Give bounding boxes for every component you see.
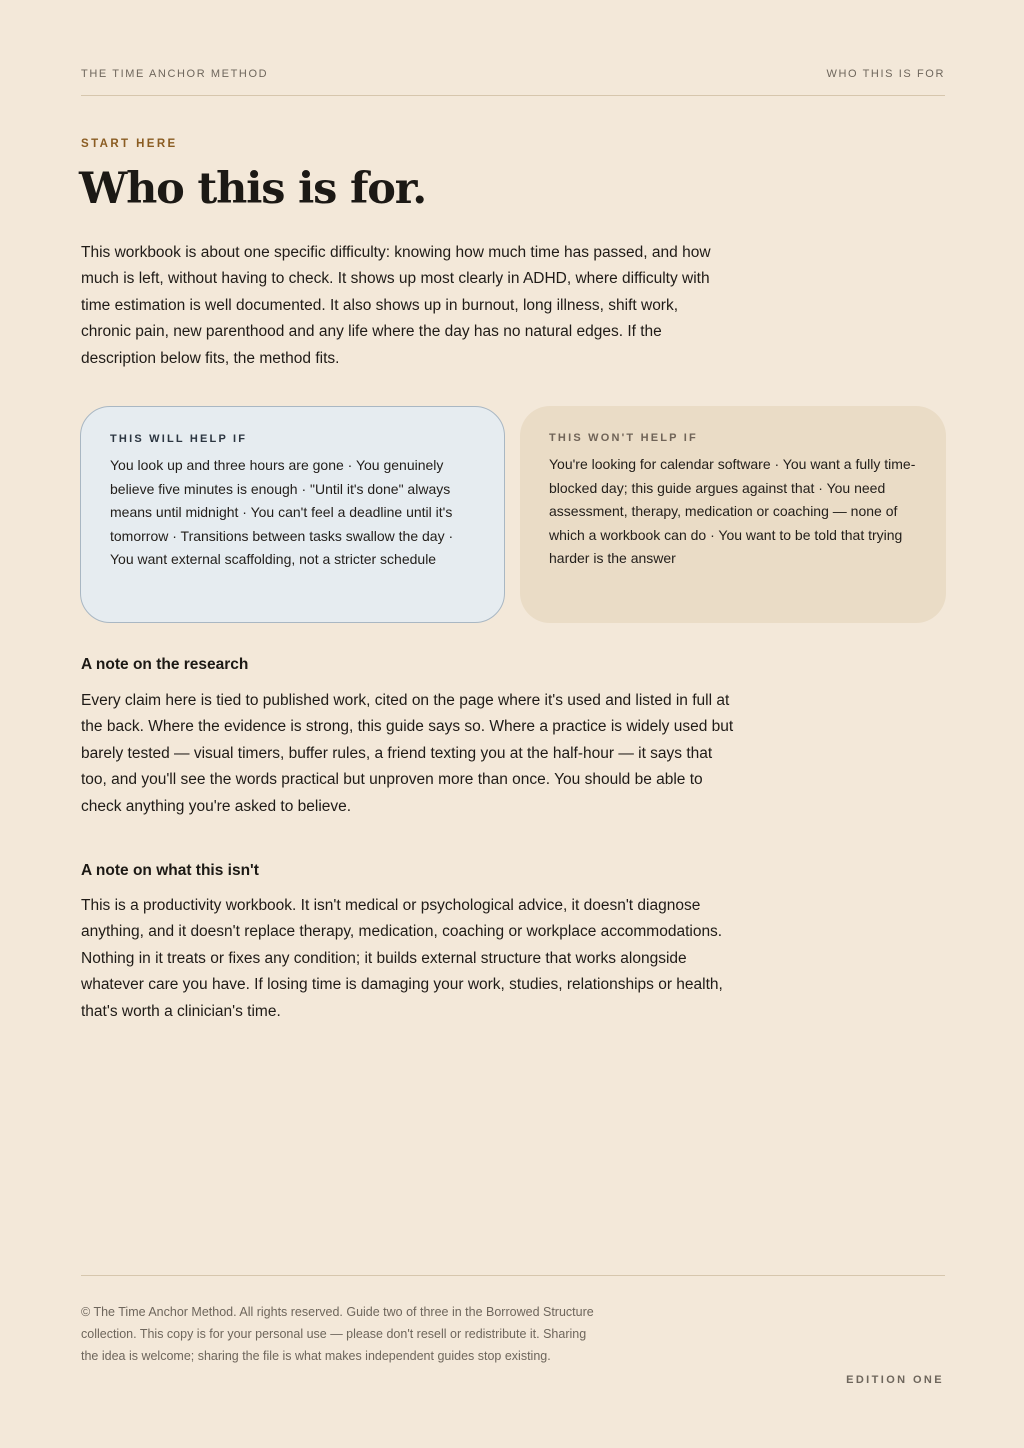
- disclaimer-paragraph: This is a productivity workbook. It isn't medical or psychological advice, it doesn't diagnose anything, and it doesn't replace therapy, medication, coaching or workplace accommodations. Nothing in it treats or fixes any condition; it builds external structure that works alongside whatever care you have. If losing time is damaging your work, studies, relationships or health, that's worth a clinician's time.: [81, 897, 723, 1020]
- running-header-title: THE TIME ANCHOR METHOD: [81, 68, 269, 80]
- page-title: Who this is for.: [79, 164, 427, 214]
- section-eyebrow: START HERE: [81, 138, 178, 150]
- research-paragraph: Every claim here is tied to published work, cited on the page where it's used and listed in full at the back. Where the evidence is strong, this guide says so. Where a practice is widely used but barely tested — visual timers, buffer rules, a friend texting you at the half-hour — it says that too, and you'll see the words practical but unproven more than once. You should be able to check anything you're asked to believe.: [81, 692, 734, 815]
- will-help-body: You look up and three hours are gone · You genuinely believe five minutes is enough · "Until it's done" always means until midnight · You can't feel a deadline until it's tomorrow · Transitions between tasks swallow the day · You want external scaffolding, not a stricter schedule: [110, 457, 454, 568]
- intro-paragraph: This workbook is about one specific difficulty: knowing how much time has passed, and how much is left, without having to check. It shows up most clearly in ADHD, where difficulty with time estimation is well documented. It also shows up in burnout, long illness, shift work, chronic pain, new parenthood and any life where the day has no natural edges. If the description below fits, the method fits.: [81, 244, 711, 367]
- wont-help-label: THIS WON'T HELP IF: [549, 432, 698, 444]
- running-header-section: WHO THIS IS FOR: [826, 68, 945, 80]
- copyright-notice: © The Time Anchor Method. All rights reserved. Guide two of three in the Borrowed Structure collection. This copy is for your personal use — please don't resell or redistribute it. Sharing the idea is welcome; sharing the file is what makes independent guides stop existing.: [81, 1305, 594, 1363]
- research-heading: A note on the research: [81, 656, 249, 673]
- disclaimer-heading: A note on what this isn't: [81, 862, 259, 879]
- footer-divider: [81, 1275, 945, 1276]
- will-help-label: THIS WILL HELP IF: [110, 433, 248, 445]
- edition-label: EDITION ONE: [846, 1374, 944, 1386]
- will-help-card: [80, 406, 505, 623]
- running-header: [81, 68, 945, 80]
- wont-help-card: [520, 406, 946, 623]
- wont-help-body: You're looking for calendar software · You want a fully time-blocked day; this guide argues against that · You need assessment, therapy, medication or coaching — none of which a workbook can do · You want to be told that trying harder is the answer: [549, 456, 916, 567]
- header-divider: [81, 95, 945, 96]
